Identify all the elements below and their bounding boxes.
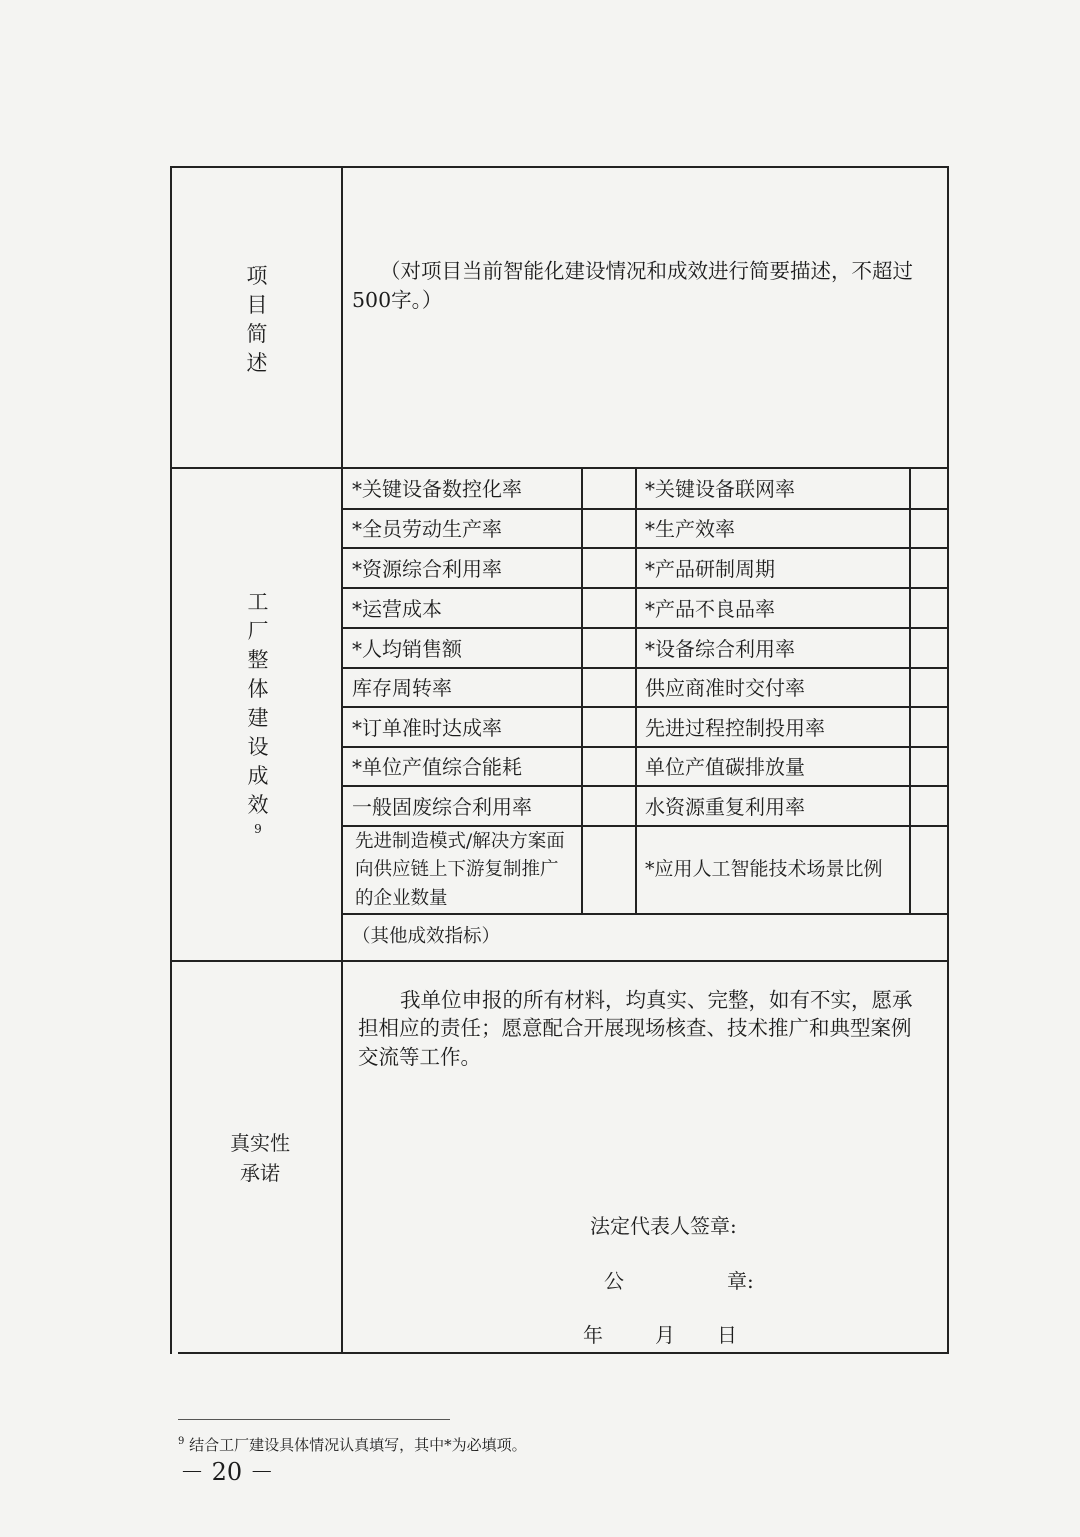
- metric-label: 向供应链上下游复制推广: [355, 859, 559, 880]
- metrics-row-line: [341, 746, 949, 748]
- metrics-row-line: [341, 667, 949, 669]
- factory-results-label: [244, 588, 272, 838]
- metric-label: 水资源重复利用率: [645, 795, 805, 819]
- date-month: 月: [655, 1323, 675, 1347]
- table-right-border: [947, 166, 949, 1354]
- metrics-col-line: [635, 467, 637, 914]
- table-left-border: [170, 166, 172, 1354]
- signature-label: 法定代表人签章:: [590, 1214, 737, 1238]
- metric-label: *产品研制周期: [645, 557, 775, 581]
- metric-label: 单位产值碳排放量: [645, 755, 805, 779]
- metrics-row-line: [341, 825, 949, 827]
- other-indicators-label: （其他成效指标）: [352, 926, 501, 947]
- metrics-row-line: [341, 547, 949, 549]
- footnote-mark: 9: [178, 1436, 185, 1447]
- authenticity-label: [222, 1128, 298, 1188]
- metric-label: *产品不良品率: [645, 597, 775, 621]
- metrics-col-line: [581, 467, 583, 914]
- footnote-text: 结合工厂建设具体情况认真填写，其中*为必填项。: [189, 1436, 527, 1454]
- metric-label: *运营成本: [352, 597, 442, 621]
- commitment-text: 交流等工作。: [358, 1045, 481, 1069]
- table-top-border: [170, 166, 949, 168]
- commitment-text: 我单位申报的所有材料，均真实、完整，如有不实，愿承: [400, 988, 913, 1012]
- metrics-col-line: [909, 467, 911, 914]
- metrics-row-line: [341, 706, 949, 708]
- footnote: [178, 1432, 527, 1455]
- label-char: 工: [247, 590, 269, 614]
- seal-label-right: 章:: [727, 1269, 754, 1293]
- date-year: 年: [583, 1323, 603, 1347]
- label-char: 目: [246, 293, 268, 317]
- table-bottom-border: [178, 1352, 949, 1354]
- metric-label: *人均销售额: [352, 637, 462, 661]
- footnote-mark: 9: [254, 822, 262, 836]
- metric-label: *设备综合利用率: [645, 637, 795, 661]
- metric-label: *应用人工智能技术场景比例: [645, 858, 883, 880]
- section-divider-2: [170, 960, 949, 962]
- label-column-divider: [341, 166, 343, 1354]
- metric-label: *关键设备联网率: [645, 477, 795, 501]
- metric-label: 的企业数量: [355, 888, 448, 909]
- label-char: 厂: [247, 619, 269, 643]
- label-char: 简: [246, 322, 268, 346]
- label-char: 成: [247, 764, 269, 788]
- footnote-divider: [178, 1419, 450, 1420]
- project-summary-label: [243, 262, 271, 378]
- metric-label: *订单准时达成率: [352, 716, 502, 740]
- metric-label: 库存周转率: [352, 676, 452, 700]
- commitment-text: 担相应的责任；愿意配合开展现场核查、技术推广和典型案例: [358, 1016, 912, 1040]
- metric-label: *全员劳动生产率: [352, 517, 502, 541]
- project-summary-instruction-cont: 500字。）: [352, 288, 443, 312]
- label-char: 体: [247, 677, 269, 701]
- metric-label: 供应商准时交付率: [645, 676, 805, 700]
- metrics-row-line: [341, 627, 949, 629]
- seal-label-left: 公: [604, 1269, 624, 1293]
- label-line: 真实性: [230, 1131, 290, 1155]
- metric-label: 一般固废综合利用率: [352, 795, 532, 819]
- label-line: 承诺: [240, 1161, 280, 1185]
- metric-label: *资源综合利用率: [352, 557, 502, 581]
- label-char: 效: [247, 793, 269, 817]
- label-char: 述: [246, 351, 268, 375]
- section-divider-1: [170, 467, 949, 469]
- metrics-row-line: [341, 785, 949, 787]
- metric-label: *单位产值综合能耗: [352, 755, 522, 779]
- project-summary-instruction: （对项目当前智能化建设情况和成效进行简要描述，不超过: [380, 259, 913, 283]
- label-char: 建: [247, 706, 269, 730]
- metric-label: 先进制造模式/解决方案面: [355, 831, 565, 852]
- metric-label: *生产效率: [645, 517, 735, 541]
- label-char: 项: [246, 264, 268, 288]
- label-char: 设: [247, 735, 269, 759]
- metrics-row-line: [341, 913, 949, 915]
- metric-label: *关键设备数控化率: [352, 477, 522, 501]
- label-char: 整: [247, 648, 269, 672]
- metric-label: 先进过程控制投用率: [645, 716, 825, 740]
- date-day: 日: [717, 1323, 737, 1347]
- metrics-row-line: [341, 508, 949, 510]
- metrics-row-line: [341, 587, 949, 589]
- page-number: － 20 －: [180, 1458, 274, 1486]
